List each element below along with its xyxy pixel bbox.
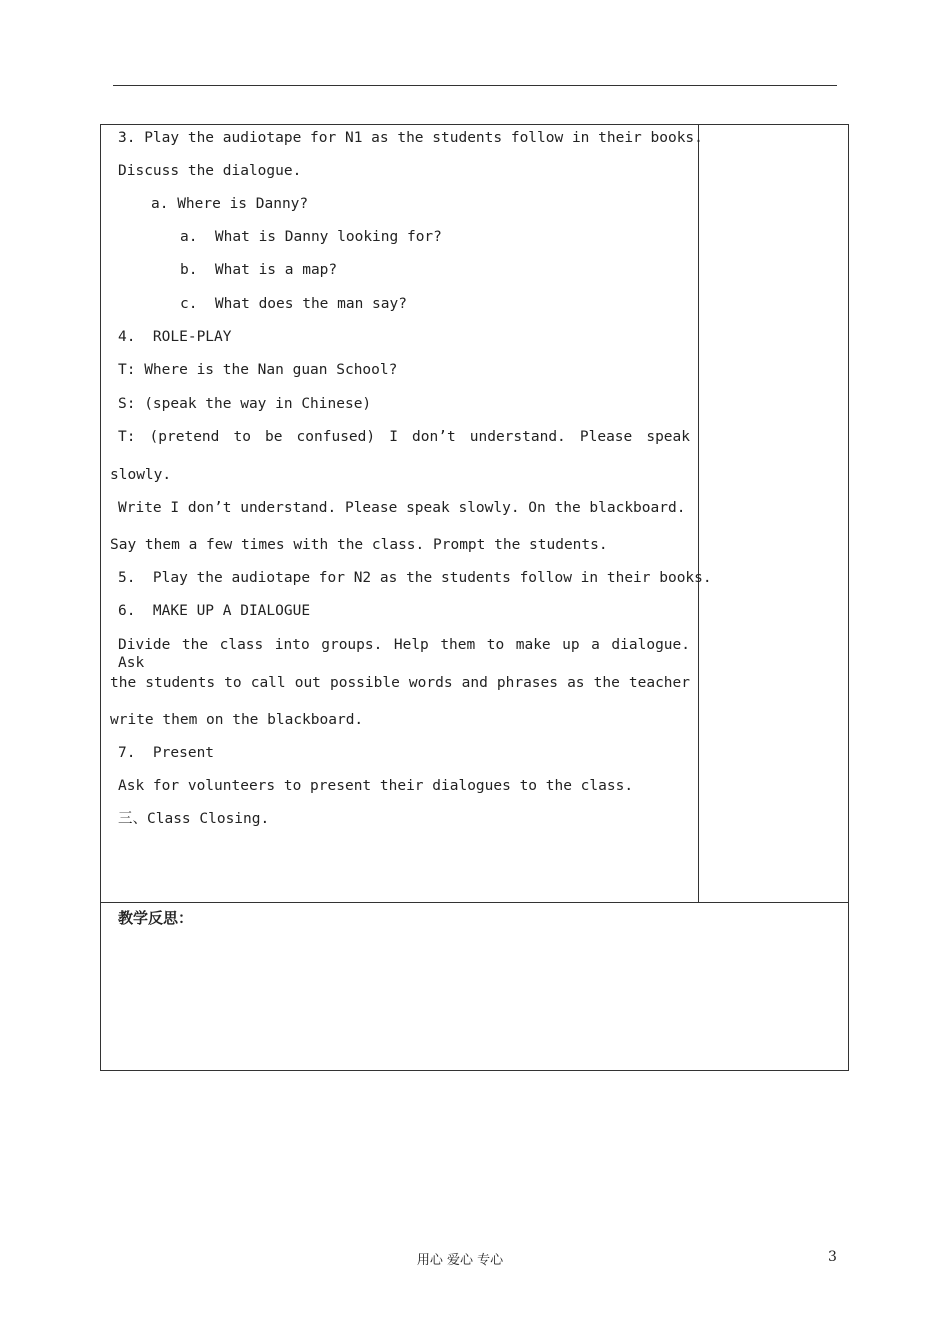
table-row-divider	[100, 902, 849, 903]
class-closing: 三、Class Closing.	[118, 811, 270, 827]
discuss-line: Discuss the dialogue.	[118, 163, 302, 179]
step-5-line: 5. Play the audiotape for N2 as the students follow in their books.	[118, 570, 712, 586]
question-where-danny: a. Where is Danny?	[151, 196, 309, 212]
divide-instruction-end: write them on the blackboard.	[110, 712, 364, 728]
header-rule	[113, 85, 837, 86]
divide-instruction-cont: the students to call out possible words and phrases as the teacher	[110, 675, 690, 691]
step-6-heading: 6. MAKE UP A DIALOGUE	[118, 603, 311, 619]
say-instruction: Say them a few times with the class. Prompt the students.	[110, 537, 608, 553]
teacher-line-1: T: Where is the Nan guan School?	[118, 362, 398, 378]
question-looking-for: a. What is Danny looking for?	[180, 229, 442, 245]
reflection-label: 教学反思：	[118, 909, 194, 927]
step-7-heading: 7. Present	[118, 745, 215, 761]
footer-motto: 用心 爱心 专心	[416, 1253, 504, 1268]
question-man-say: c. What does the man say?	[180, 296, 407, 312]
student-line: S: (speak the way in Chinese)	[118, 396, 372, 412]
page-number: 3	[828, 1249, 837, 1265]
write-instruction: Write I don’t understand. Please speak slowly. On the blackboard.	[118, 500, 686, 516]
divide-instruction: Divide the class into groups. Help them to make up a dialogue. Ask	[118, 637, 690, 671]
teacher-line-2-cont: slowly.	[110, 467, 172, 483]
table-column-divider	[698, 124, 699, 902]
step-4-heading: 4. ROLE-PLAY	[118, 329, 232, 345]
step-3-line: 3. Play the audiotape for N1 as the students follow in their books.	[118, 130, 703, 146]
question-map: b. What is a map?	[180, 262, 338, 278]
present-instruction: Ask for volunteers to present their dialogues to the class.	[118, 778, 634, 794]
teacher-line-2: T: (pretend to be confused) I don’t understand. Please speak	[118, 429, 690, 445]
